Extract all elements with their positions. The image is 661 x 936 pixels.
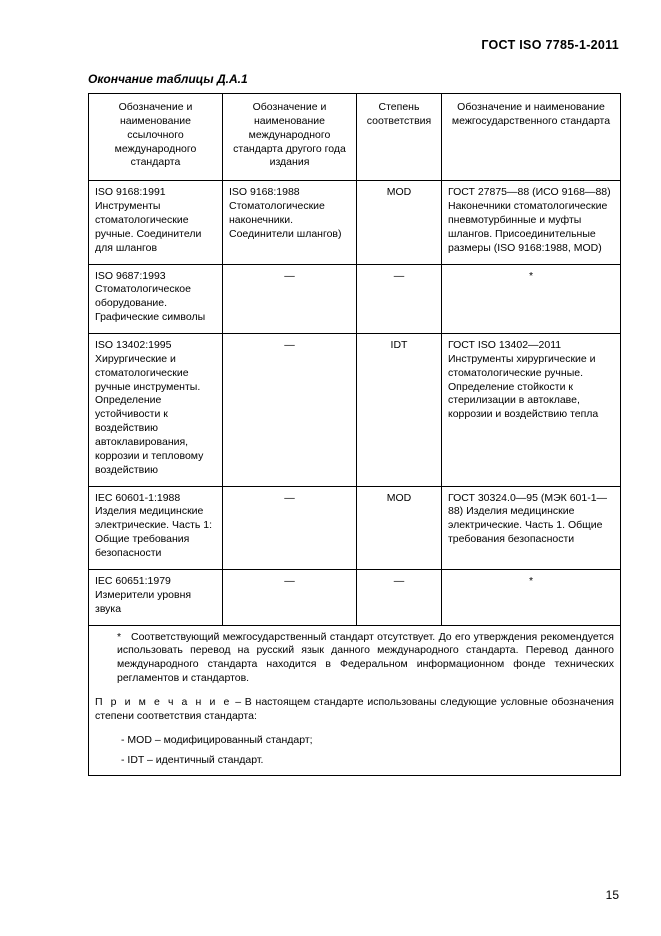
table-row [89, 334, 621, 487]
standards-correspondence-table [88, 93, 621, 776]
footnote-note-text: – В настоящем стандарте использованы следующие условные обозначения степени соответствия стандарта: [95, 695, 614, 722]
cell-other-year-standard: — [223, 264, 357, 333]
cell-other-year-standard: — [223, 569, 357, 625]
cell-other-year-standard: — [223, 334, 357, 487]
footnote-star-paragraph [117, 631, 614, 686]
footnote-note-label: П р и м е ч а н и е [95, 695, 232, 708]
cell-degree: MOD [357, 181, 442, 264]
table-row [89, 264, 621, 333]
cell-interstate-standard: * [442, 264, 621, 333]
cell-reference-standard: IEC 60651:1979 Измерители уровня звука [89, 569, 223, 625]
cell-reference-standard: IEC 60601-1:1988 Изделия медицинские электрические. Часть 1: Общие требования безопасности [89, 486, 223, 569]
column-header-reference-standard: Обозначение и наименование ссылочного международного стандарта [89, 94, 223, 181]
cell-other-year-standard: — [223, 486, 357, 569]
table-container [88, 93, 620, 776]
cell-interstate-standard: ГОСТ 27875—88 (ИСО 9168—88) Наконечники стоматологические пневмотурбинные и муфты шлангов. Присоединительные размеры (ISO 9168:1988, MOD) [442, 181, 621, 264]
cell-degree: — [357, 264, 442, 333]
column-header-interstate-standard: Обозначение и наименование межгосударственного стандарта [442, 94, 621, 181]
footnote-star-text: Соответствующий межгосударственный стандарт отсутствует. До его утверждения рекомендуется использовать перевод на русский язык данного международного стандарта. Перевод данного международного стандарта находится в Федеральном информационном фонде технических регламентов и стандартов. [117, 630, 614, 685]
cell-reference-standard: ISO 9687:1993 Стоматологическое оборудование. Графические символы [89, 264, 223, 333]
document-header: ГОСТ ISO 7785-1-2011 [481, 38, 619, 52]
cell-other-year-standard: ISO 9168:1988 Стоматологические наконечники. Соединители шлангов) [223, 181, 357, 264]
table-footnote [89, 625, 621, 776]
cell-interstate-standard: ГОСТ ISO 13402—2011 Инструменты хирургические и стоматологические ручные. Определение стойкости к стерилизации в автоклаве, коррозии и воздействию тепла [442, 334, 621, 487]
cell-reference-standard: ISO 13402:1995 Хирургические и стоматологические ручные инструменты. Определение устойчивости к воздействию автоклавирования, коррозии и тепловому воздействию [89, 334, 223, 487]
footnote-list-item: - MOD – модифицированный стандарт; [121, 733, 313, 746]
footnote-list-item: - IDT – идентичный стандарт. [121, 753, 264, 766]
footnote-note-paragraph [95, 696, 614, 724]
footnote-star-marker: * [117, 630, 122, 643]
cell-degree: — [357, 569, 442, 625]
table-row [89, 569, 621, 625]
cell-interstate-standard: * [442, 569, 621, 625]
table-row [89, 486, 621, 569]
table-footnote-row [89, 625, 621, 776]
cell-reference-standard: ISO 9168:1991 Инструменты стоматологические ручные. Соединители для шлангов [89, 181, 223, 264]
table-header-row [89, 94, 621, 181]
cell-degree: MOD [357, 486, 442, 569]
cell-interstate-standard: ГОСТ 30324.0—95 (МЭК 601-1—88) Изделия медицинские электрические. Часть 1. Общие требования безопасности [442, 486, 621, 569]
table-row [89, 181, 621, 264]
column-header-other-year-standard: Обозначение и наименование международного стандарта другого года издания [223, 94, 357, 181]
table-caption: Окончание таблицы Д.А.1 [88, 72, 248, 86]
page-number: 15 [605, 888, 619, 902]
cell-degree: IDT [357, 334, 442, 487]
column-header-degree-of-correspondence: Степень соответствия [357, 94, 442, 181]
